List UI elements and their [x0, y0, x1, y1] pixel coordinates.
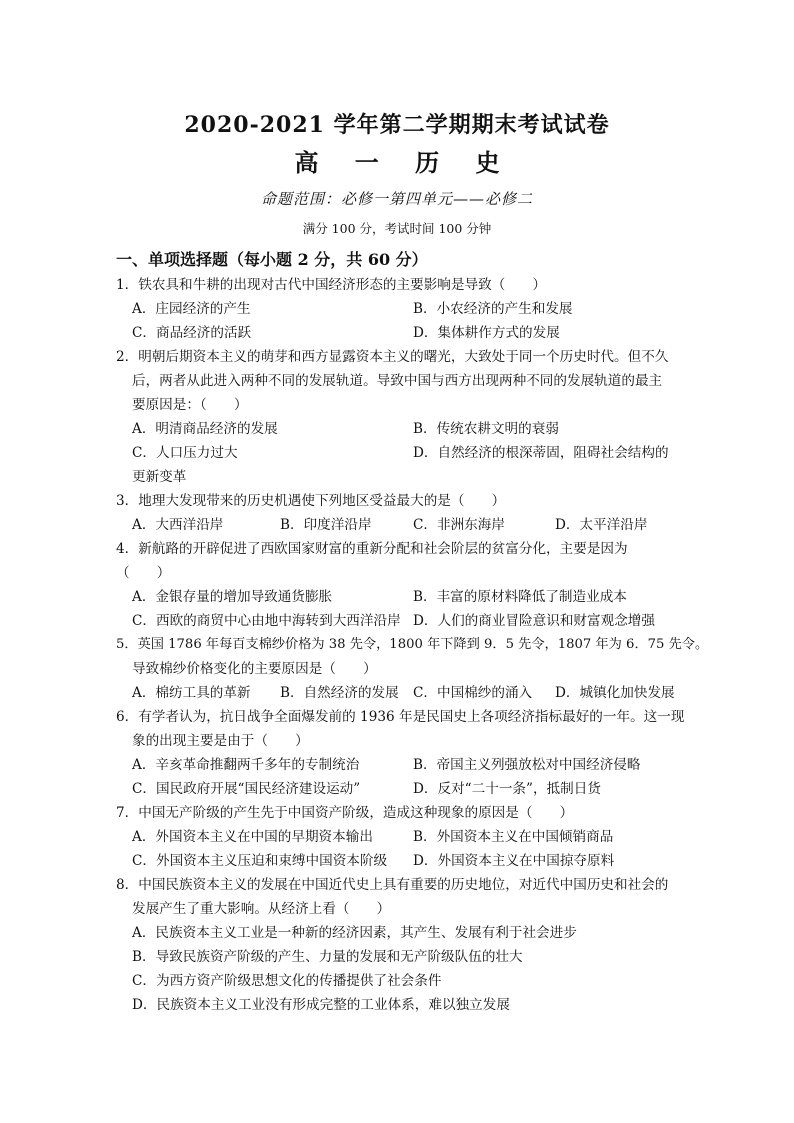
question-6-option-a: A．辛亥革命推翻两千多年的专制统治	[132, 757, 360, 773]
question-7-option-a: A．外国资本主义在中国的早期资本输出	[132, 829, 373, 845]
question-8-option-b: B．导致民族资产阶级的产生、力量的发展和无产阶级队伍的壮大	[132, 949, 523, 965]
question-2-option-d-cont: 更新变革	[132, 469, 187, 485]
question-8-option-c: C．为西方资产阶级思想文化的传播提供了社会条件	[132, 973, 442, 989]
question-6-stem: 象的出现主要是由于（ ）	[132, 733, 309, 749]
question-8-option-d: D．民族资本主义工业没有形成完整的工业体系，难以独立发展	[132, 997, 510, 1013]
question-1-option-d: D．集体耕作方式的发展	[413, 325, 560, 341]
question-4-stem: 4．新航路的开辟促进了西欧国家财富的重新分配和社会阶层的贫富分化，主要是因为	[116, 541, 628, 557]
question-5-option-c: C．中国棉纱的涌入	[413, 685, 533, 701]
question-5-option-d: D．城镇化加快发展	[555, 685, 675, 701]
question-5-stem: 5．英国 1786 年每百支棉纱价格为 38 先令，1800 年下降到 9．5 先令，1807 年为 6．75 先令。	[116, 637, 709, 652]
question-7-stem: 7．中国无产阶级的产生先于中国资产阶级，造成这种现象的原因是（ ）	[116, 805, 574, 821]
question-2-option-d: D．自然经济的根深蒂固，阻碍社会结构的	[413, 445, 669, 461]
question-7-option-c: C．外国资本主义压迫和束缚中国资本阶级	[132, 853, 388, 869]
question-6-option-d: D．反对“二十一条”，抵制日货	[413, 781, 601, 797]
question-5-option-b: B．自然经济的发展	[280, 685, 399, 701]
exam-scope: 命题范围：必修一第四单元——必修二	[260, 190, 533, 208]
question-2-stem: 后，两者从此进入两种不同的发展轨道。导致中国与西方出现两种不同的发展轨道的最主	[132, 373, 663, 389]
question-1-option-c: C．商品经济的活跃	[132, 325, 252, 341]
question-5-option-a: A．棉纺工具的革新	[132, 685, 251, 701]
question-4-option-d: D．人们的商业冒险意识和财富观念增强	[413, 613, 655, 629]
question-4-option-a: A．金银存量的增加导致通货膨胀	[132, 589, 333, 605]
question-3-option-a: A．大西洋沿岸	[132, 517, 224, 533]
question-5-stem: 导致棉纱价格变化的主要原因是（ ）	[132, 661, 377, 677]
exam-title: 2020-2021 学年第二学期期末考试试卷	[184, 112, 610, 138]
section-title: 一、单项选择题（每小题 2 分，共 60 分）	[116, 250, 428, 269]
question-2-option-c: C．人口压力过大	[132, 445, 238, 461]
exam-subject: 高 一 历 史	[294, 148, 514, 177]
question-2-option-b: B．传统农耕文明的衰弱	[413, 421, 559, 437]
question-4-option-c: C．西欧的商贸中心由地中海转到大西洋沿岸	[132, 613, 401, 629]
question-6-option-b: B．帝国主义列强放松对中国经济侵略	[413, 757, 641, 773]
question-8-stem: 发展产生了重大影响。从经济上看（ ）	[132, 901, 391, 917]
question-3-option-d: D．太平洋沿岸	[555, 517, 648, 533]
question-6-stem: 6．有学者认为，抗日战争全面爆发前的 1936 年是民国史上各项经济指标最好的一年。这一现	[116, 709, 685, 725]
question-4-option-b: B．丰富的原材料降低了制造业成本	[413, 589, 627, 605]
question-7-option-d: D．外国资本主义在中国掠夺原料	[413, 853, 615, 869]
question-3-option-c: C．非洲东海岸	[413, 517, 505, 533]
question-1-option-a: A．庄园经济的产生	[132, 301, 251, 317]
question-8-option-a: A．民族资本主义工业是一种新的经济因素，其产生、发展有利于社会进步	[132, 925, 577, 941]
question-1-stem: 1．铁农具和牛耕的出现对古代中国经济形态的主要影响是导致（ ）	[116, 277, 547, 293]
question-6-option-c: C．国民政府开展“国民经济建设运动”	[132, 781, 361, 797]
exam-scores: 满分 100 分，考试时间 100 分钟	[302, 221, 492, 236]
question-8-stem: 8．中国民族资本主义的发展在中国近代史上具有重要的历史地位，对近代中国历史和社会的	[116, 877, 669, 893]
question-3-stem: 3．地理大发现带来的历史机遇使下列地区受益最大的是（ ）	[116, 493, 506, 509]
question-3-option-b: B．印度洋沿岸	[280, 517, 372, 533]
question-7-option-b: B．外国资本主义在中国倾销商品	[413, 829, 614, 845]
question-2-option-a: A．明清商品经济的发展	[132, 421, 278, 437]
question-2-stem: 2．明朝后期资本主义的萌芽和西方显露资本主义的曙光，大致处于同一个历史时代。但不久	[116, 349, 669, 365]
question-4-stem: （ ）	[116, 565, 171, 581]
question-2-stem: 要原因是：（ ）	[132, 397, 248, 413]
question-1-option-b: B．小农经济的产生和发展	[413, 301, 573, 317]
